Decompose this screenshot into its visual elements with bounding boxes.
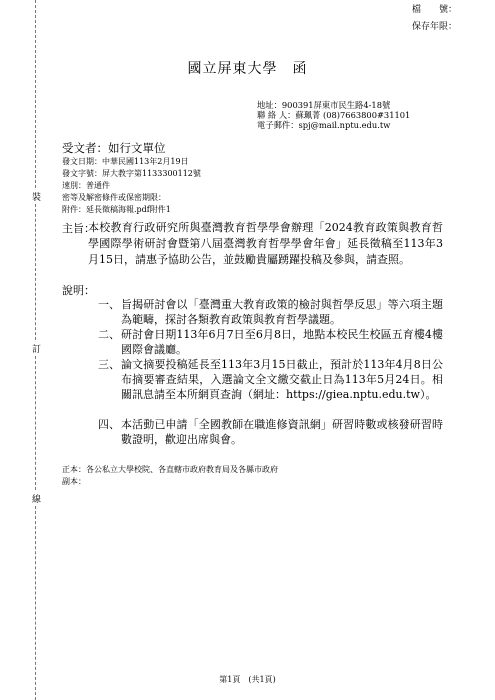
address: 地址：900391屏東市民生路4-18號 <box>257 100 391 110</box>
subject-text: 本校教育行政研究所與臺灣教育哲學學會辦理「2024教育政策與教育哲學國際學術研討會暨第八屆臺灣教育哲學學會年會」延長徵稿至113年3月15日，請惠予協助公告，並鼓勵貴屬踴躍投稿及參與，請查照。 <box>88 221 443 266</box>
description-item: 本活動已申請「全國教師在職進修資訊網」研習時數或核發研習時數證明，歡迎出席與會。 <box>121 418 443 446</box>
binding-mark: 裝 <box>32 193 42 203</box>
description-item: 旨揭研討會以「臺灣重大教育政策的檢討與哲學反思」等六項主題為範疇，探討各類教育政策與教育哲學議題。 <box>121 298 443 326</box>
speed: 速別：普通件 <box>62 181 110 190</box>
doc-number: 發文字號：屏大教字第1133300112號 <box>62 169 201 178</box>
binding-mark: 訂 <box>32 345 42 355</box>
page-title: 國立屏東大學 函 <box>187 61 308 77</box>
email: 電子郵件：spj@mail.nptu.edu.tw <box>257 120 391 130</box>
description-label: 說明： <box>62 284 95 297</box>
main-receivers: 正本：各公私立大學校院、各直轄市政府教育局及各縣市政府 <box>62 465 278 474</box>
retention-label: 保存年限： <box>412 22 458 32</box>
description-item: 研討會日期113年6月7日至6月8日，地點本校民生校區五育樓4樓國際會議廳。 <box>121 328 443 356</box>
contact-person: 聯 絡 人：蘇珮菁 (08)7663800#31101 <box>257 110 411 120</box>
item-number: 三、 <box>98 358 120 371</box>
binding-mark: 線 <box>32 495 42 505</box>
subject-label: 主旨： <box>62 222 95 235</box>
binding-dash-line <box>35 356 37 490</box>
binding-dash-line <box>35 204 37 340</box>
item-number: 一、 <box>98 298 120 311</box>
secrecy: 密等及解密條件或保密期限： <box>62 193 166 202</box>
page-number: 第1頁 (共1頁) <box>219 675 276 684</box>
copy-receivers: 副本： <box>62 477 86 486</box>
file-number-label: 檔 號： <box>412 5 458 15</box>
issue-date: 發文日期：中華民國113年2月19日 <box>62 157 189 166</box>
binding-dash-line <box>35 0 37 188</box>
item-number: 二、 <box>98 328 120 341</box>
item-number: 四、 <box>98 418 120 431</box>
binding-dash-line <box>35 506 37 700</box>
recipient: 受文者：如行文單位 <box>62 141 166 155</box>
description-item: 論文摘要投稿延長至113年3月15日截止，預計於113年4月8日公布摘要審查結果，入選論文全文繳交截止日為113年5月24日。相關訊息請至本所網頁查詢（網址：https://giea.nptu.edu.tw）。 <box>121 358 443 401</box>
attachment: 附件：延長徵稿海報.pdf附件1 <box>62 205 171 214</box>
